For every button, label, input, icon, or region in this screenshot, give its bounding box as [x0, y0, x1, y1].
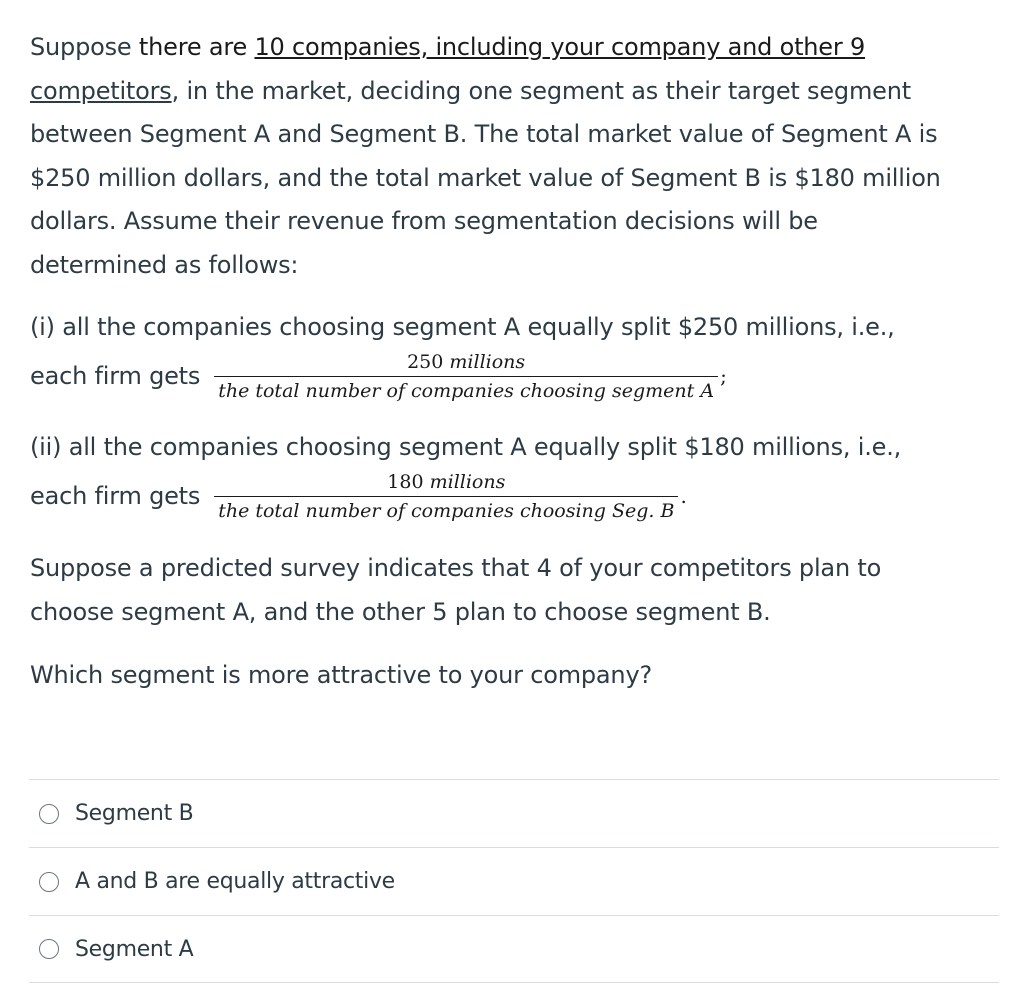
radio-button[interactable]: [39, 872, 59, 892]
rule-ii-denominator: the total number of companies choosing Seg. B: [218, 499, 675, 522]
intro-line-6: determined as follows:: [30, 250, 299, 279]
intro-line-4: $250 million dollars, and the total market value of Segment B is $180 million: [30, 163, 941, 192]
answer-label[interactable]: Segment A: [75, 936, 194, 962]
rule-i: [30, 307, 1005, 405]
question-prompt: Which segment is more attractive to your company?: [30, 661, 652, 689]
rule-ii-fraction: [214, 470, 678, 523]
intro-line-3: between Segment A and Segment B. The total market value of Segment A is: [30, 120, 938, 148]
answer-label[interactable]: A and B are equally attractive: [75, 869, 395, 894]
answer-option-segment-a[interactable]: [29, 915, 999, 983]
radio-button[interactable]: [39, 939, 59, 959]
rule-i-punct: ;: [720, 364, 727, 388]
radio-button[interactable]: [39, 804, 59, 824]
rule-ii-formula: [30, 467, 1005, 525]
underlined-phrase: 10 companies, including your company and other 9: [254, 33, 866, 61]
rule-ii-each-firm: each firm gets: [30, 482, 201, 510]
question-text: [30, 26, 1005, 698]
intro-line-5: dollars. Assume their revenue from segmentation decisions will be: [30, 207, 818, 235]
rule-i-formula: [30, 347, 1005, 405]
survey-line-1: Suppose a predicted survey indicates that 4 of your competitors plan to: [30, 554, 882, 582]
answer-option-equally-attractive[interactable]: [29, 847, 999, 915]
rule-ii-head: (ii) all the companies choosing segment A equally split $180 millions, i.e.,: [30, 433, 902, 461]
intro-line-1: Suppose there are 10 companies, including your company and other 9: [30, 33, 866, 61]
rule-i-fraction: [214, 350, 718, 403]
answer-label[interactable]: Segment B: [75, 801, 194, 826]
rule-i-denominator: the total number of companies choosing segment A: [218, 379, 715, 402]
survey-paragraph: [30, 547, 1005, 634]
survey-line-2: choose segment A, and the other 5 plan to choose segment B.: [30, 597, 771, 626]
intro-line-2: competitors, in the market, deciding one segment as their target segment: [30, 76, 911, 105]
rule-i-each-firm: each firm gets: [30, 362, 201, 390]
answer-option-segment-b[interactable]: [29, 779, 999, 847]
rule-ii: [30, 427, 1005, 525]
rule-i-head: (i) all the companies choosing segment A equally split $250 millions, i.e.,: [30, 313, 895, 341]
rule-ii-punct: .: [680, 484, 687, 508]
rule-i-numerator: 250 millions: [214, 350, 718, 377]
rule-ii-numerator: 180 millions: [214, 470, 678, 497]
underlined-phrase-cont: competitors: [30, 76, 172, 105]
answer-list: [29, 779, 999, 983]
intro-paragraph: [30, 26, 1005, 287]
